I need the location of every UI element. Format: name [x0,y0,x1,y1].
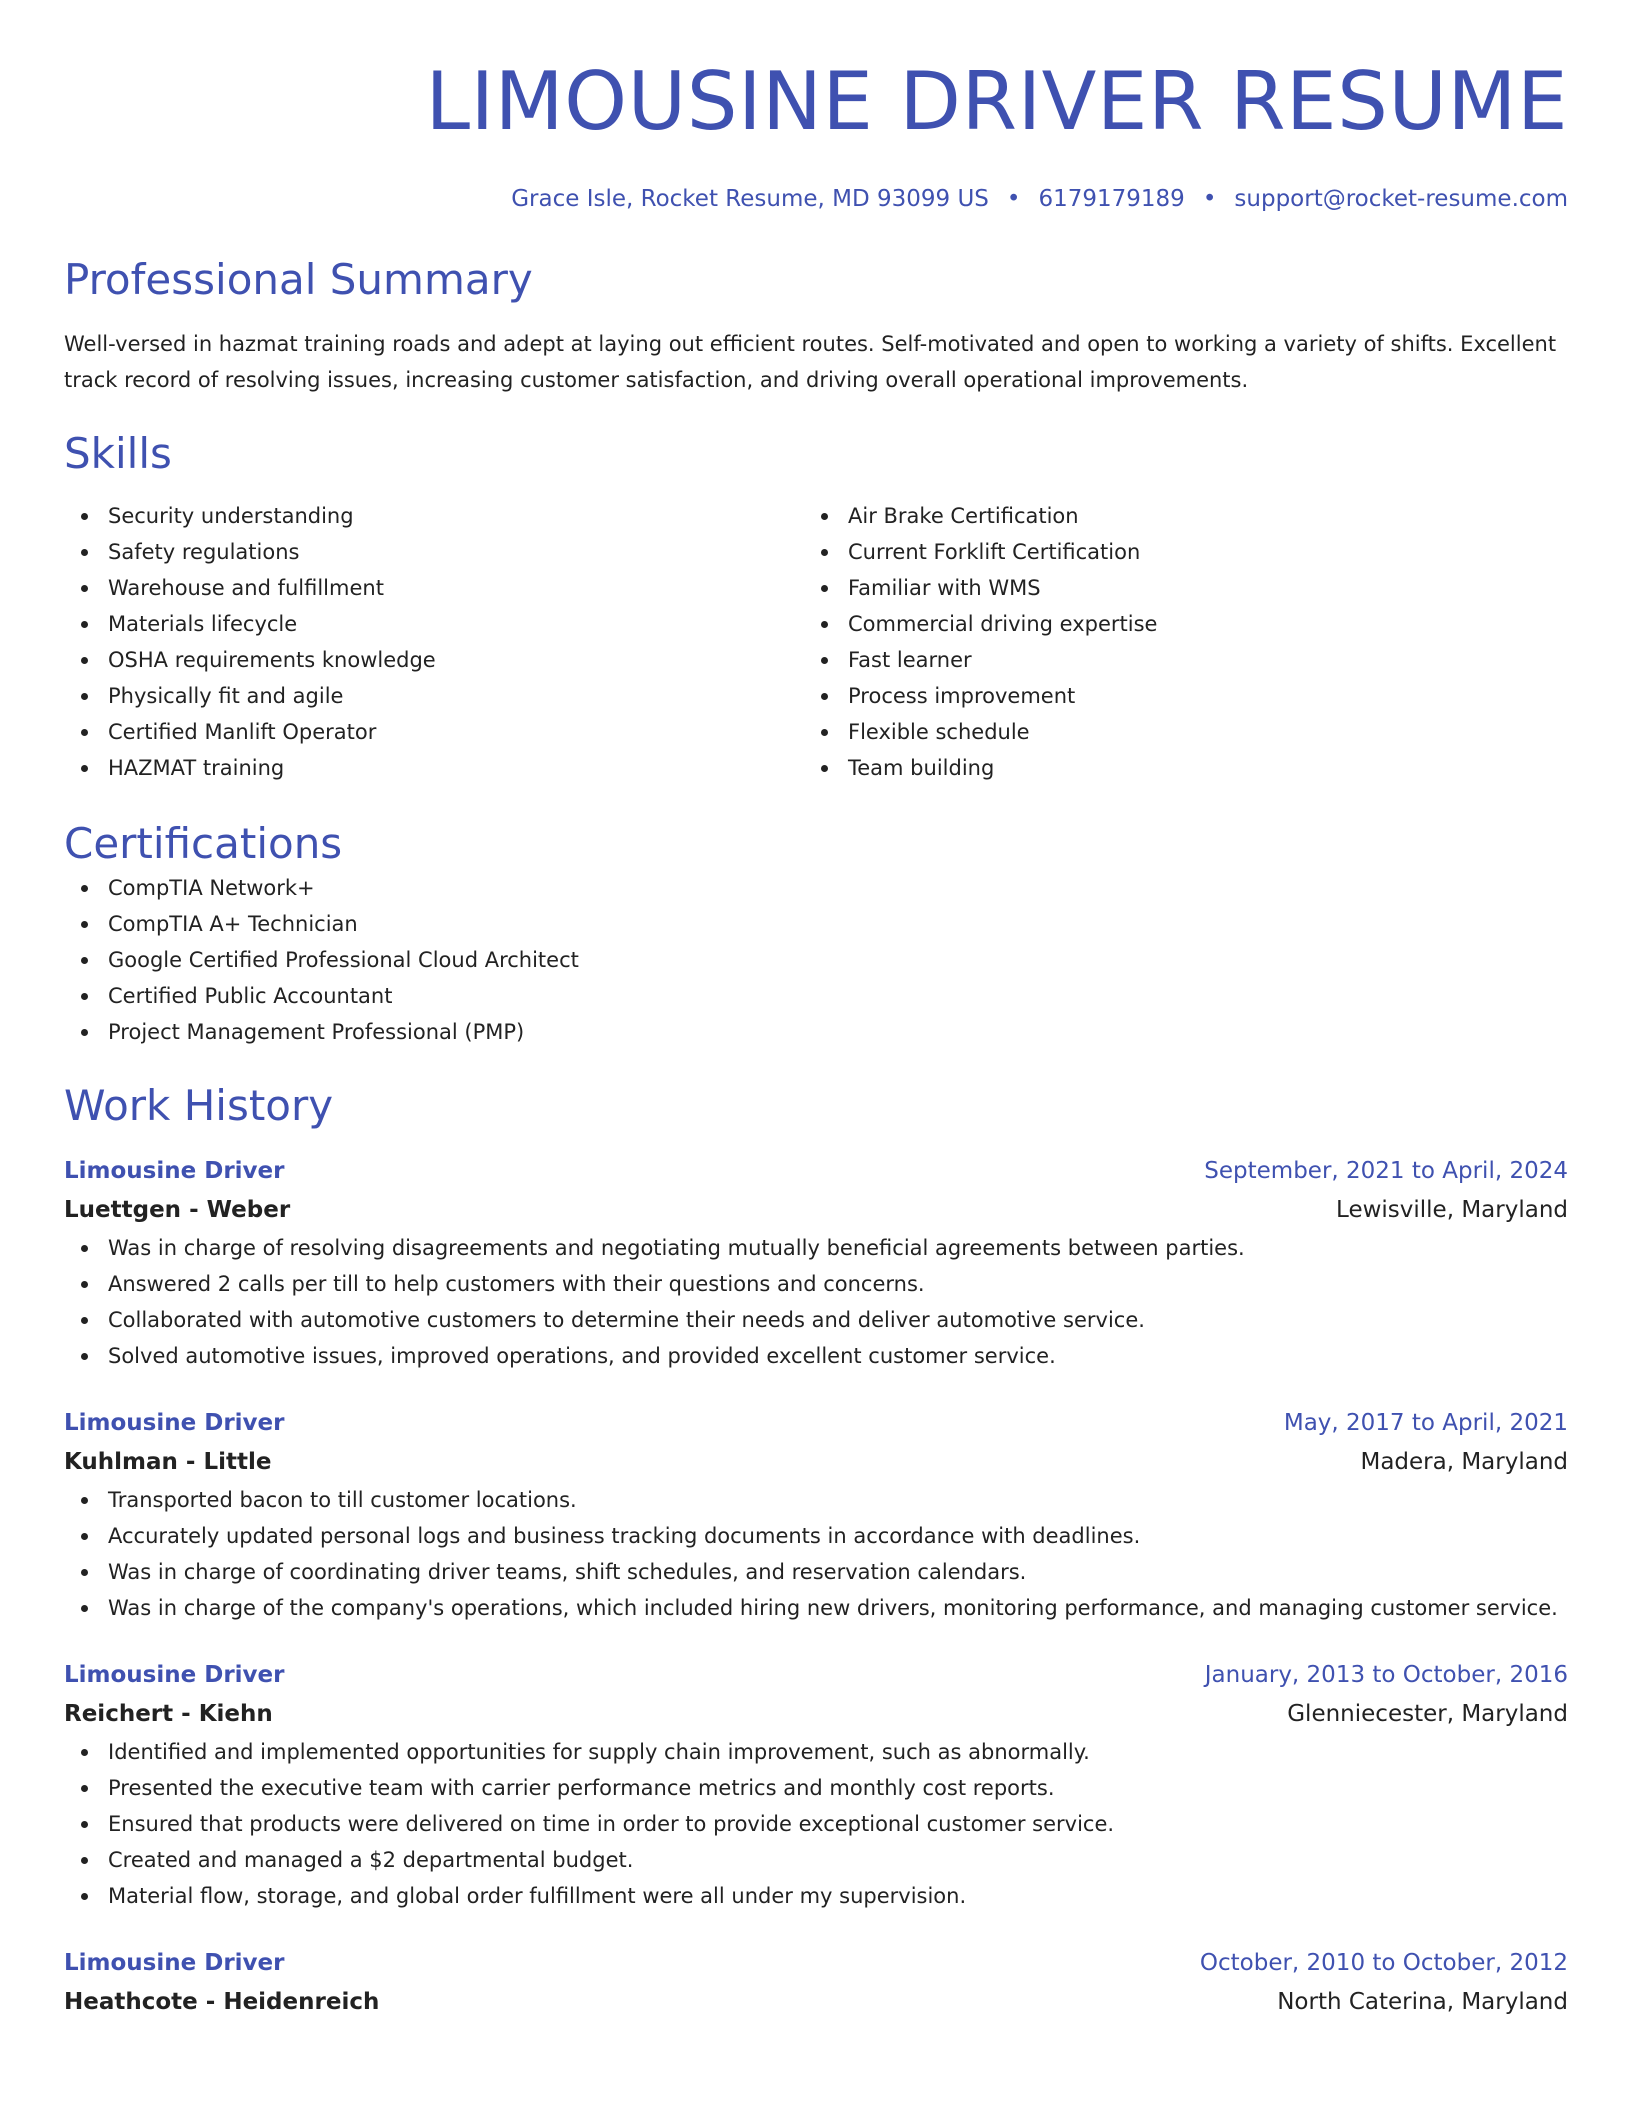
skills-list-left [64,498,804,786]
job-duty: Solved automotive issues, improved operations, and provided excellent customer service. [64,1338,1568,1374]
summary-text: Well-versed in hazmat training roads and adept at laying out efficient routes. Self-motivated and open to working a variety of shifts. Excellent track record of resolving issues, increasing customer satisfaction, and driving overall operational improvements. [64,332,1557,392]
job-company: Reichert - Kiehn [64,1701,273,1727]
skill-item: Fast learner [804,642,1544,678]
skill-item: Team building [804,750,1544,786]
skill-item: Current Forklift Certification [804,534,1544,570]
work-history-heading: Work History [64,1081,334,1130]
job-dates: January, 2013 to October, 2016 [1204,1662,1568,1688]
job-duty: Material flow, storage, and global order fulfillment were all under my supervision. [64,1878,1568,1914]
skill-item: Security understanding [64,498,804,534]
job-company: Luettgen - Weber [64,1197,291,1223]
skills-heading: Skills [64,429,172,478]
job-duty: Ensured that products were delivered on time in order to provide exceptional customer service. [64,1806,1568,1842]
job-duties-list [64,1734,1568,1914]
certification-item: Google Certified Professional Cloud Architect [64,942,1568,978]
job-duty: Was in charge of the company's operations, which included hiring new drivers, monitoring performance, and managing customer service. [64,1590,1568,1626]
certifications-list [64,870,1568,1050]
skill-item: Physically fit and agile [64,678,804,714]
job-duty: Transported bacon to till customer locations. [64,1482,1568,1518]
job-company-row [64,1694,1568,1734]
skill-item: Warehouse and fulfillment [64,570,804,606]
job-location: Madera, Maryland [1360,1449,1568,1475]
contact-separator: • [1202,186,1217,212]
job-duty: Created and managed a $2 departmental budget. [64,1842,1568,1878]
summary-heading: Professional Summary [64,255,533,304]
contact-address: Grace Isle, Rocket Resume, MD 93099 US [511,186,989,212]
certification-item: Project Management Professional (PMP) [64,1014,1568,1050]
job-duty: Collaborated with automotive customers to determine their needs and deliver automotive service. [64,1302,1568,1338]
job-header-row [64,1656,1568,1694]
job-duty: Was in charge of resolving disagreements and negotiating mutually beneficial agreements between parties. [64,1230,1568,1266]
contact-line [64,184,1568,214]
skill-item: Commercial driving expertise [804,606,1544,642]
job-duty: Accurately updated personal logs and business tracking documents in accordance with deadlines. [64,1518,1568,1554]
job-location: North Caterina, Maryland [1277,1989,1568,2015]
certification-item: Certified Public Accountant [64,978,1568,1014]
job-entry [64,1152,1568,1374]
job-role: Limousine Driver [64,1662,285,1688]
contact-separator: • [1006,186,1021,212]
certification-item: CompTIA Network+ [64,870,1568,906]
job-duties-list [64,1482,1568,1626]
job-duties-list [64,1230,1568,1374]
job-duty: Presented the executive team with carrier performance metrics and monthly cost reports. [64,1770,1568,1806]
certifications-heading: Certifications [64,819,343,868]
job-location: Glenniecester, Maryland [1287,1701,1568,1727]
job-duty: Was in charge of coordinating driver teams, shift schedules, and reservation calendars. [64,1554,1568,1590]
resume-header [64,0,1568,214]
skills-list-right [804,498,1544,786]
contact-email: support@rocket-resume.com [1234,186,1568,212]
job-role: Limousine Driver [64,1950,285,1976]
certifications-section [64,818,1568,1050]
job-company: Kuhlman - Little [64,1449,272,1475]
resume-title: LIMOUSINE DRIVER RESUME [425,55,1568,148]
skill-item: Flexible schedule [804,714,1544,750]
job-dates: October, 2010 to October, 2012 [1199,1950,1568,1976]
job-duty: Answered 2 calls per till to help customers with their questions and concerns. [64,1266,1568,1302]
skill-item: Certified Manlift Operator [64,714,804,750]
skills-section [64,428,1568,786]
job-header-row [64,1944,1568,1982]
job-company-row [64,1982,1568,2022]
skill-item: Process improvement [804,678,1544,714]
job-company: Heathcote - Heidenreich [64,1989,380,2015]
job-location: Lewisville, Maryland [1336,1197,1568,1223]
summary-section [64,254,1568,398]
job-entry [64,1404,1568,1626]
skills-column-right [804,498,1544,786]
job-header-row [64,1152,1568,1190]
job-entry [64,1944,1568,2022]
skill-item: Familiar with WMS [804,570,1544,606]
skill-item: Materials lifecycle [64,606,804,642]
work-history-section [64,1080,1568,2022]
skill-item: Air Brake Certification [804,498,1544,534]
contact-phone: 6179179189 [1038,186,1185,212]
job-company-row [64,1442,1568,1482]
job-dates: September, 2021 to April, 2024 [1204,1158,1568,1184]
job-dates: May, 2017 to April, 2021 [1283,1410,1568,1436]
job-duty: Identified and implemented opportunities for supply chain improvement, such as abnormally. [64,1734,1568,1770]
skill-item: HAZMAT training [64,750,804,786]
job-role: Limousine Driver [64,1410,285,1436]
job-header-row [64,1404,1568,1442]
certification-item: CompTIA A+ Technician [64,906,1568,942]
skills-column-left [64,498,804,786]
job-entry [64,1656,1568,1914]
job-company-row [64,1190,1568,1230]
skill-item: Safety regulations [64,534,804,570]
skill-item: OSHA requirements knowledge [64,642,804,678]
skills-columns [64,498,1568,786]
job-role: Limousine Driver [64,1158,285,1184]
